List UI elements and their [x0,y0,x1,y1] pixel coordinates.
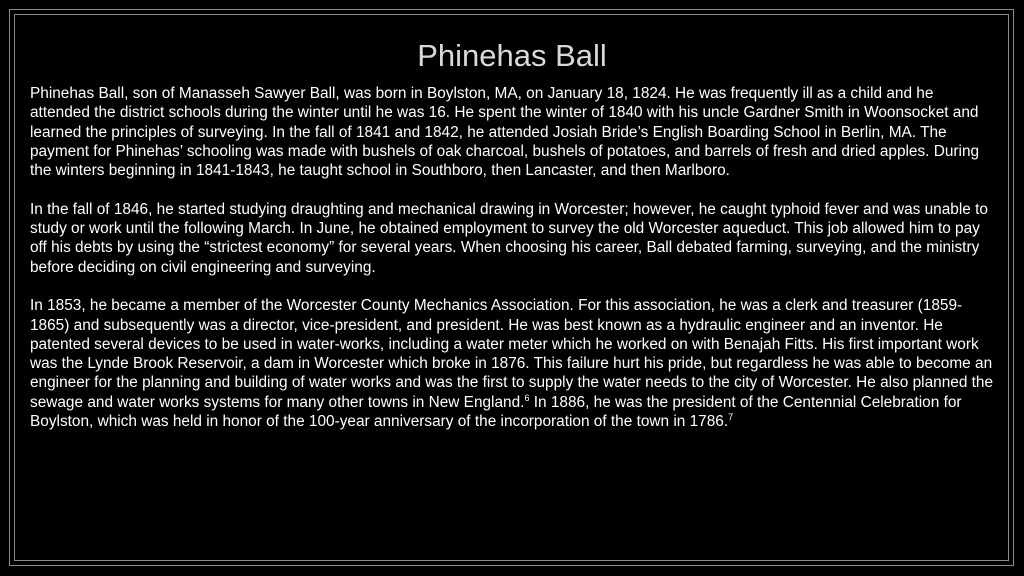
slide-body [30,84,996,431]
footnote-marker-6: 6 [524,392,530,403]
slide-title: Phinehas Ball [417,38,607,73]
paragraph-achievements-text-a: In 1853, he became a member of the Worcester County Mechanics Association. For this association, he was a clerk and treasurer (1859-1865) and subsequently was a director, vice-president, and president. He was best known as a hydraulic engineer and an inventor. He patented several devices to be used in water-works, including a water meter which he worked on with Benajah Fitts. His first important work was the Lynde Brook Reservoir, a dam in Worcester which broke in 1876. This failure hurt his pride, but regardless he was able to become an engineer for the planning and building of water works and was the first to supply the water needs to the city of Worcester. He also planned the sewage and water works systems for many other towns in New England. [30,297,994,411]
footnote-marker-7: 7 [728,411,734,422]
paragraph-achievements-text-b: In 1886, he was the president of the Centennial Celebration for Boylston, which was held in honor of the 100-year anniversary of the incorporation of the town in 1786. [30,393,962,431]
paragraph-early-life: Phinehas Ball, son of Manasseh Sawyer Ball, was born in Boylston, MA, on January 18, 1824. He was frequently ill as a child and he attended the district schools during the winter until he was 16. He spent the winter of 1840 with his uncle Gardner Smith in Woonsocket and learned the principles of surveying. In the fall of 1841 and 1842, he attended Josiah Bride’s English Boarding School in Berlin, MA. The payment for Phinehas’ schooling was made with bushels of oak charcoal, bushels of potatoes, and barrels of fresh and dried apples. During the winters beginning in 1841-1843, he taught school in Southboro, then Lancaster, and then Marlboro. [30,85,980,180]
paragraph-career-start: In the fall of 1846, he started studying draughting and mechanical drawing in Worcester; however, he caught typhoid fever and was unable to study or work until the following March. In June, he obtained employment to survey the old Worcester aqueduct. This job allowed him to pay off his debts by using the “strictest economy” for several years. When choosing his career, Ball debated farming, surveying, and the ministry before deciding on civil engineering and surveying. [30,200,988,276]
paragraph-achievements [30,296,996,431]
